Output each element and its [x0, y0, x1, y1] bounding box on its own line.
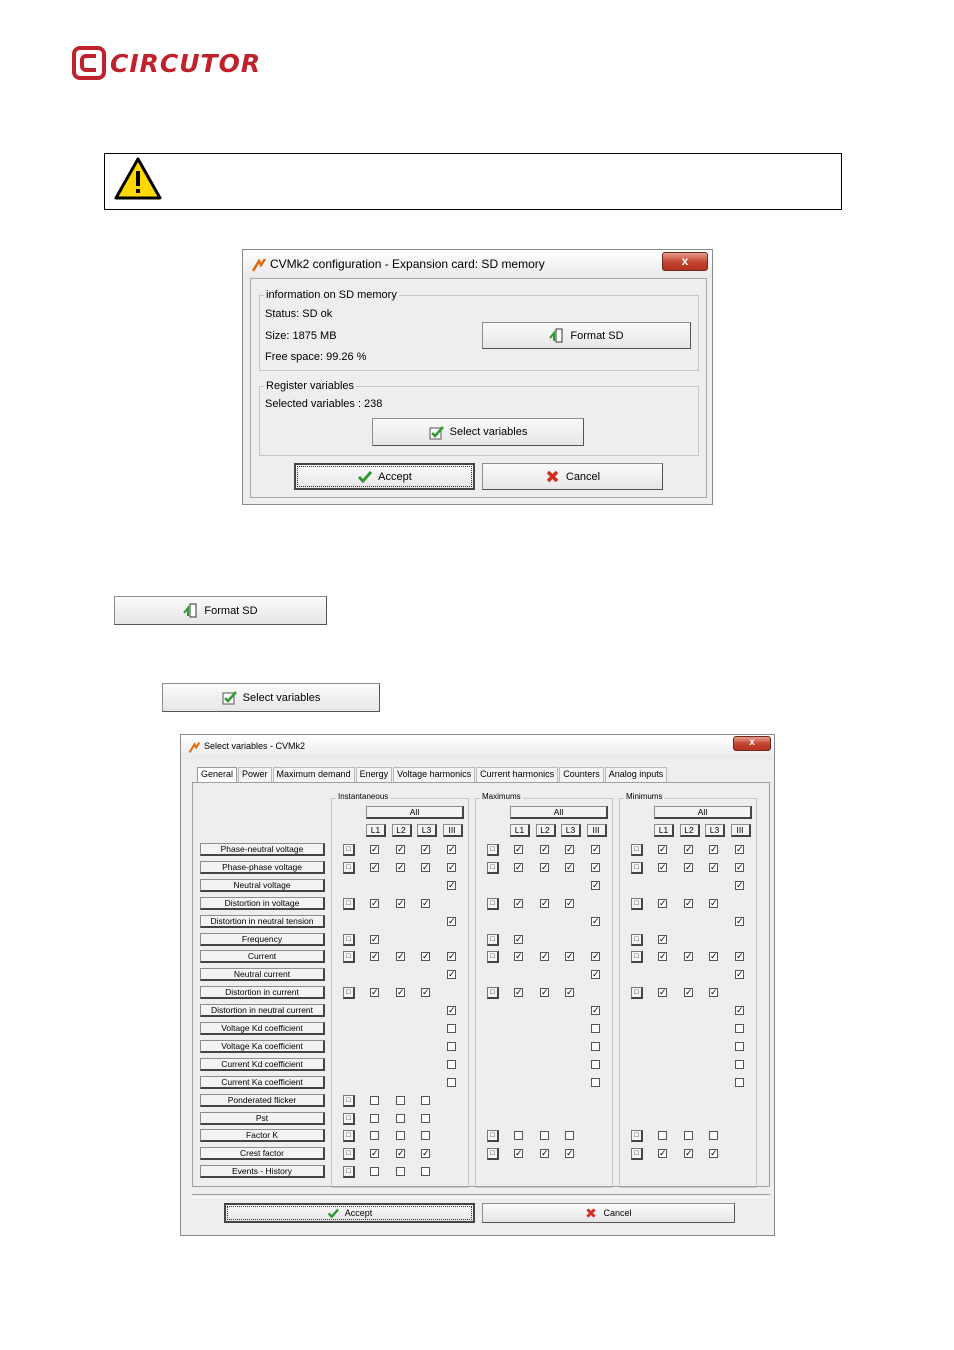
checkbox[interactable]: ✓: [541, 987, 549, 998]
checkbox[interactable]: ✓: [736, 861, 744, 872]
checkbox[interactable]: [684, 1131, 693, 1140]
checkbox[interactable]: [540, 1131, 549, 1140]
phase-header-l3[interactable]: L3: [417, 824, 437, 837]
accept-button[interactable]: [224, 1203, 475, 1223]
checkbox[interactable]: ✓: [566, 1148, 574, 1159]
checkbox[interactable]: ✓: [422, 897, 430, 908]
checkbox[interactable]: ✓: [659, 1148, 667, 1159]
cancel-x-icon: [585, 1207, 597, 1219]
checkbox[interactable]: [421, 1167, 430, 1176]
row-toggle-button[interactable]: □: [343, 862, 355, 874]
checkbox[interactable]: ✓: [592, 969, 600, 980]
phase-header-l1[interactable]: L1: [654, 824, 674, 837]
checkbox[interactable]: ✓: [736, 844, 744, 854]
phase-header-l1[interactable]: L1: [366, 824, 386, 837]
checkbox[interactable]: ✓: [659, 987, 667, 998]
variable-button[interactable]: Ponderated flicker: [200, 1094, 325, 1107]
checkbox[interactable]: [370, 1114, 379, 1123]
phase-header-l2[interactable]: L2: [680, 824, 700, 837]
checkbox[interactable]: [735, 1060, 744, 1069]
row-toggle-button[interactable]: □: [631, 934, 643, 946]
checkbox[interactable]: [591, 1042, 600, 1051]
variable-button[interactable]: Frequency: [200, 933, 325, 946]
tab-energy[interactable]: Energy: [356, 767, 393, 783]
checkbox[interactable]: ✓: [710, 844, 718, 854]
checkbox[interactable]: [735, 1024, 744, 1033]
sd-size: Size: 1875 MB: [265, 330, 337, 342]
tab-general[interactable]: General: [197, 767, 237, 783]
checkbox[interactable]: ✓: [659, 897, 667, 908]
select-variables-label: Select variables: [242, 691, 321, 704]
format-sd-label: Format SD: [204, 604, 258, 617]
checkbox[interactable]: ✓: [710, 1148, 718, 1159]
checkbox[interactable]: ✓: [371, 861, 379, 872]
row-toggle-button[interactable]: □: [487, 898, 499, 910]
row-toggle-button[interactable]: □: [487, 1130, 499, 1142]
sd-free-space: Free space: 99.26 %: [265, 351, 367, 363]
checkbox[interactable]: ✓: [397, 951, 405, 962]
row-toggle-button[interactable]: □: [343, 987, 355, 999]
checkbox[interactable]: ✓: [448, 844, 456, 854]
sd-status: Status: SD ok: [265, 308, 333, 320]
checkbox[interactable]: [447, 1042, 456, 1051]
row-toggle-button[interactable]: □: [343, 1148, 355, 1160]
variable-button[interactable]: Phase-neutral voltage: [200, 843, 325, 856]
checkbox[interactable]: ✓: [541, 1148, 549, 1159]
checkbox[interactable]: ✓: [371, 1148, 379, 1159]
variable-button[interactable]: Voltage Ka coefficient: [200, 1040, 325, 1053]
select-variables-dialog: [180, 734, 775, 1236]
row-toggle-button[interactable]: □: [343, 844, 355, 856]
checkbox[interactable]: ✓: [397, 1148, 405, 1159]
checkbox[interactable]: [421, 1096, 430, 1105]
select-variables-button[interactable]: [372, 418, 584, 446]
group-legend: Minimums: [626, 792, 663, 801]
tab-current-harmonics[interactable]: Current harmonics: [476, 767, 558, 783]
row-toggle-button[interactable]: □: [631, 987, 643, 999]
accept-button[interactable]: [294, 463, 475, 490]
checkbox[interactable]: ✓: [685, 951, 693, 962]
row-toggle-button[interactable]: □: [343, 1130, 355, 1142]
checkbox[interactable]: ✓: [371, 933, 379, 944]
checkbox[interactable]: [447, 1060, 456, 1069]
checkbox[interactable]: ✓: [422, 844, 430, 854]
dialog-title: CVMk2 configuration - Expansion card: SD memory: [270, 257, 545, 271]
checkbox[interactable]: ✓: [736, 879, 744, 890]
checkbox[interactable]: ✓: [685, 897, 693, 908]
all-button[interactable]: All: [366, 806, 464, 819]
checkbox[interactable]: ✓: [422, 861, 430, 872]
cancel-x-icon: [545, 469, 560, 484]
checkbox[interactable]: ✓: [541, 844, 549, 854]
checkbox[interactable]: ✓: [592, 861, 600, 872]
checkbox[interactable]: ✓: [541, 861, 549, 872]
checkbox[interactable]: ✓: [515, 1148, 523, 1159]
checkbox[interactable]: ✓: [422, 1148, 430, 1159]
checkbox[interactable]: ✓: [448, 969, 456, 980]
variable-button[interactable]: Phase-phase voltage: [200, 861, 325, 874]
variable-button[interactable]: Current Ka coefficient: [200, 1076, 325, 1089]
checkbox[interactable]: [370, 1131, 379, 1140]
checkbox[interactable]: ✓: [592, 951, 600, 962]
select-variables-button-example[interactable]: [162, 683, 380, 712]
checkbox[interactable]: ✓: [397, 897, 405, 908]
row-toggle-button[interactable]: □: [487, 951, 499, 963]
variable-button[interactable]: Distortion in neutral tension: [200, 915, 325, 928]
row-toggle-button[interactable]: □: [487, 1148, 499, 1160]
cancel-button[interactable]: [482, 463, 663, 490]
checkbox[interactable]: [421, 1131, 430, 1140]
format-sd-label: Format SD: [570, 329, 624, 342]
variable-button[interactable]: Distortion in current: [200, 986, 325, 999]
checkbox[interactable]: [396, 1131, 405, 1140]
checkbox[interactable]: [514, 1131, 523, 1140]
variable-button[interactable]: Neutral voltage: [200, 879, 325, 892]
row-toggle-button[interactable]: □: [487, 934, 499, 946]
register-variables-legend: Register variables: [266, 380, 355, 392]
checkbox[interactable]: ✓: [685, 844, 693, 854]
checkbox[interactable]: ✓: [515, 933, 523, 944]
checkbox[interactable]: [421, 1114, 430, 1123]
row-toggle-button[interactable]: □: [631, 898, 643, 910]
checkbox[interactable]: ✓: [592, 879, 600, 890]
row-toggle-button[interactable]: □: [343, 951, 355, 963]
checkbox[interactable]: ✓: [397, 844, 405, 854]
checkbox[interactable]: ✓: [710, 897, 718, 908]
checkbox[interactable]: [658, 1131, 667, 1140]
tab-analog-inputs[interactable]: Analog inputs: [605, 767, 668, 783]
sd-info-legend: information on SD memory: [266, 289, 397, 301]
checkbox[interactable]: ✓: [541, 951, 549, 962]
warning-box: [104, 153, 842, 210]
checkbox[interactable]: ✓: [566, 951, 574, 962]
group-legend: Maximums: [482, 792, 521, 801]
app-icon: [251, 257, 267, 273]
checkbox[interactable]: [735, 1042, 744, 1051]
phase-header-iii[interactable]: III: [587, 824, 607, 837]
format-sd-icon: [549, 328, 564, 343]
variable-button[interactable]: Crest factor: [200, 1147, 325, 1160]
checkbox[interactable]: ✓: [685, 861, 693, 872]
checkbox[interactable]: ✓: [659, 951, 667, 962]
checkbox[interactable]: ✓: [736, 951, 744, 962]
checkbox[interactable]: ✓: [659, 861, 667, 872]
checkbox[interactable]: ✓: [371, 987, 379, 998]
checkbox[interactable]: [370, 1167, 379, 1176]
warning-icon: [113, 156, 163, 202]
checklist-icon: [222, 690, 237, 705]
tab-power[interactable]: Power: [238, 767, 272, 783]
checkbox[interactable]: ✓: [448, 879, 456, 890]
phase-header-l2[interactable]: L2: [392, 824, 412, 837]
checkbox[interactable]: ✓: [710, 987, 718, 998]
row-toggle-button[interactable]: □: [343, 934, 355, 946]
row-toggle-button[interactable]: □: [343, 1095, 355, 1107]
row-toggle-button[interactable]: □: [487, 844, 499, 856]
checkbox[interactable]: ✓: [515, 861, 523, 872]
row-toggle-button[interactable]: □: [631, 1130, 643, 1142]
checkbox[interactable]: ✓: [397, 861, 405, 872]
checkbox[interactable]: ✓: [736, 1005, 744, 1016]
checkbox[interactable]: [591, 1060, 600, 1069]
row-toggle-button[interactable]: □: [631, 1148, 643, 1160]
checkbox[interactable]: ✓: [566, 897, 574, 908]
checkbox[interactable]: ✓: [710, 951, 718, 962]
phase-header-l2[interactable]: L2: [536, 824, 556, 837]
variable-button[interactable]: Current Kd coefficient: [200, 1058, 325, 1071]
checkbox[interactable]: ✓: [685, 1148, 693, 1159]
phase-header-l3[interactable]: L3: [705, 824, 725, 837]
checkbox[interactable]: [370, 1096, 379, 1105]
checkbox[interactable]: [396, 1096, 405, 1105]
format-sd-button-example[interactable]: [114, 596, 327, 625]
checkbox[interactable]: ✓: [592, 915, 600, 926]
close-button[interactable]: x: [733, 736, 771, 751]
phase-header-iii[interactable]: III: [443, 824, 463, 837]
variable-button[interactable]: Factor K: [200, 1129, 325, 1142]
row-toggle-button[interactable]: □: [343, 898, 355, 910]
phase-header-l3[interactable]: L3: [561, 824, 581, 837]
checkbox[interactable]: ✓: [397, 987, 405, 998]
phase-header-l1[interactable]: L1: [510, 824, 530, 837]
checkbox[interactable]: ✓: [448, 915, 456, 926]
format-sd-icon: [183, 603, 198, 618]
checkbox[interactable]: ✓: [592, 1005, 600, 1016]
checkbox[interactable]: ✓: [566, 844, 574, 854]
checkbox[interactable]: ✓: [371, 951, 379, 962]
accept-label: Accept: [378, 470, 412, 483]
cancel-button[interactable]: [482, 1203, 735, 1223]
checkbox[interactable]: [447, 1078, 456, 1087]
close-button[interactable]: x: [662, 252, 708, 271]
checkbox[interactable]: [447, 1024, 456, 1033]
checkbox[interactable]: [591, 1024, 600, 1033]
checkbox[interactable]: ✓: [566, 987, 574, 998]
row-toggle-button[interactable]: □: [631, 862, 643, 874]
checkbox[interactable]: ✓: [515, 951, 523, 962]
checkbox[interactable]: ✓: [736, 915, 744, 926]
selected-variables-count: Selected variables : 238: [265, 398, 383, 410]
variable-button[interactable]: Distortion in voltage: [200, 897, 325, 910]
checkbox[interactable]: [396, 1114, 405, 1123]
check-icon: [357, 469, 372, 484]
select-variables-label: Select variables: [449, 426, 528, 438]
checkbox[interactable]: [709, 1131, 718, 1140]
checkbox[interactable]: ✓: [515, 987, 523, 998]
checkbox[interactable]: ✓: [371, 897, 379, 908]
all-button[interactable]: All: [510, 806, 608, 819]
checkbox[interactable]: ✓: [710, 861, 718, 872]
tab-counters[interactable]: Counters: [559, 767, 604, 783]
checkbox[interactable]: ✓: [659, 933, 667, 944]
row-toggle-button[interactable]: □: [343, 1113, 355, 1125]
format-sd-button[interactable]: [482, 322, 691, 349]
variable-button[interactable]: Voltage Kd coefficient: [200, 1022, 325, 1035]
checkbox[interactable]: ✓: [541, 897, 549, 908]
checkbox[interactable]: ✓: [515, 897, 523, 908]
tab-voltage-harmonics[interactable]: Voltage harmonics: [393, 767, 475, 783]
row-toggle-button[interactable]: □: [343, 1166, 355, 1178]
checklist-icon: [429, 425, 444, 440]
phase-header-iii[interactable]: III: [731, 824, 751, 837]
row-toggle-button[interactable]: □: [631, 844, 643, 856]
cancel-label: Cancel: [565, 470, 601, 483]
checkbox[interactable]: ✓: [448, 861, 456, 872]
checkbox[interactable]: [735, 1078, 744, 1087]
checkbox[interactable]: [591, 1078, 600, 1087]
checkbox[interactable]: ✓: [592, 844, 600, 854]
variable-button[interactable]: Neutral current: [200, 968, 325, 981]
checkbox[interactable]: ✓: [566, 861, 574, 872]
row-toggle-button[interactable]: □: [487, 987, 499, 999]
variable-button[interactable]: Current: [200, 950, 325, 963]
accept-label: Accept: [344, 1208, 373, 1218]
checkbox[interactable]: [565, 1131, 574, 1140]
brand-name: CIRCUTOR: [110, 49, 262, 78]
checkbox[interactable]: ✓: [448, 951, 456, 962]
sd-memory-dialog: [242, 249, 713, 505]
title-bar: [243, 250, 712, 278]
variable-button[interactable]: Events - History: [200, 1165, 325, 1178]
tab-maximum-demand[interactable]: Maximum demand: [273, 767, 355, 783]
separator: [192, 1194, 770, 1198]
checkbox[interactable]: ✓: [371, 844, 379, 854]
check-icon: [327, 1207, 339, 1219]
cancel-label: Cancel: [603, 1208, 632, 1218]
variable-button[interactable]: Distortion in neutral current: [200, 1004, 325, 1017]
group-legend: Instantaneous: [338, 792, 389, 801]
checkbox[interactable]: [396, 1167, 405, 1176]
checkbox[interactable]: ✓: [422, 951, 430, 962]
checkbox[interactable]: ✓: [736, 969, 744, 980]
row-toggle-button[interactable]: □: [487, 862, 499, 874]
variable-button[interactable]: Pst: [200, 1112, 325, 1125]
checkbox[interactable]: ✓: [685, 987, 693, 998]
row-toggle-button[interactable]: □: [631, 951, 643, 963]
checkbox[interactable]: ✓: [448, 1005, 456, 1016]
all-button[interactable]: All: [654, 806, 752, 819]
checkbox[interactable]: ✓: [422, 987, 430, 998]
checkbox[interactable]: ✓: [515, 844, 523, 854]
dialog-title: Select variables - CVMk2: [204, 741, 306, 751]
checkbox[interactable]: ✓: [659, 844, 667, 854]
